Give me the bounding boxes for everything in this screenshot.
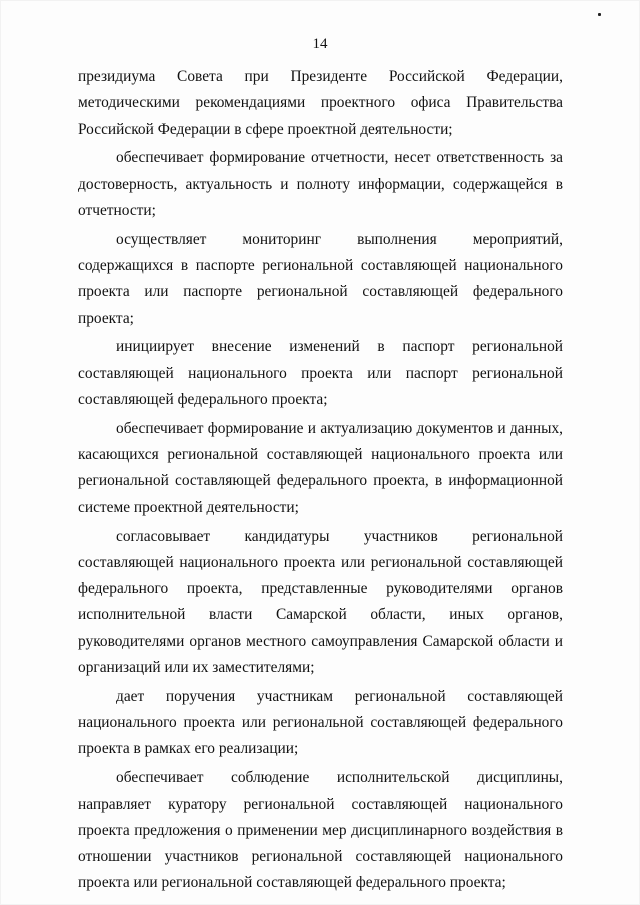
paragraph-continuation: президиума Совета при Президенте Российской Федерации, методическими рекомендациями проектного офиса Правительства Российской Федерации в сфере проектной деятельности; [78,68,563,138]
page-number: 14 [312,36,328,52]
paragraph-discipline: обеспечивает соблюдение исполнительской дисциплины, направляет куратору региональной составляющей национального проекта предложения о применении мер дисциплинарного воздействия в отношении участников региональной составляющей национального проекта или региональной составляющей федерального проекта; [78,769,563,892]
paragraph-passport-changes: инициирует внесение изменений в паспорт региональной составляющей национального проекта или паспорт региональной составляющей федерального проекта; [78,338,563,409]
document-body [78,64,563,897]
paragraph-monitoring: осуществляет мониторинг выполнения мероприятий, содержащихся в паспорте региональной составляющей национального проекта или паспорте региональной составляющей федерального проекта; [78,230,563,327]
paragraph-instructions: дает поручения участникам региональной составляющей национального проекта или региональной составляющей федерального проекта в рамках его реализации; [78,687,563,758]
scan-artifact-dot [598,13,601,16]
paragraph-candidates-approval: согласовывает кандидатуры участников региональной составляющей национального проекта или региональной составляющей федерального проекта, представленные руководителями органов исполнительной власти Самарской области, иных органов, руководителями органов местного самоуправления Самарской области и организаций или их заместителями; [78,527,563,677]
paragraph-documents-data: обеспечивает формирование и актуализацию документов и данных, касающихся региональной составляющей национального проекта или региональной составляющей федерального проекта, в информационной системе проектной деятельности; [78,419,563,516]
paragraph-reporting: обеспечивает формирование отчетности, несет ответственность за достоверность, актуальность и полноту информации, содержащейся в отчетности; [78,149,563,219]
